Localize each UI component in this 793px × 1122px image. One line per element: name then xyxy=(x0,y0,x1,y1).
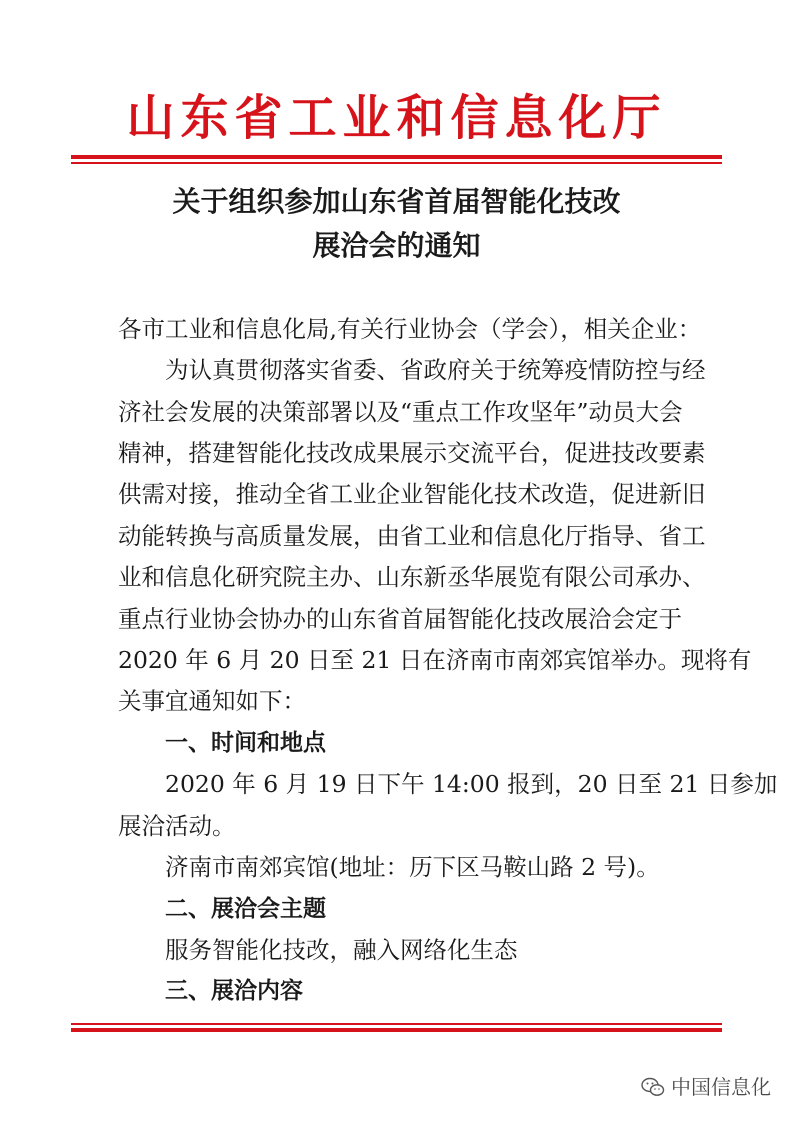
document-title-line-2: 展洽会的通知 xyxy=(312,229,481,262)
body-line: 供需对接，推动全省工业企业智能化技术改造，促进新旧 xyxy=(118,480,706,508)
section-heading: 二、展洽会主题 xyxy=(165,896,326,922)
watermark-text: 中国信息化 xyxy=(671,1075,771,1099)
body-line: 业和信息化研究院主办、山东新丞华展览有限公司承办、 xyxy=(118,563,706,591)
salutation: 各市工业和信息化局,有关行业协会（学会），相关企业： xyxy=(118,315,702,343)
wechat-icon xyxy=(641,1076,665,1098)
body-line: 2020 年 6 月 20 日至 21 日在济南市南郊宾馆举办。现将有 xyxy=(118,646,752,674)
letterhead-title: 山东省工业和信息化厅 xyxy=(126,90,667,146)
section-heading: 一、时间和地点 xyxy=(165,730,326,756)
footer-rule-thick xyxy=(71,1028,722,1032)
body-line: 展洽活动。 xyxy=(118,812,236,840)
body-line: 2020 年 6 月 19 日下午 14:00 报到，20 日至 21 日参加 xyxy=(165,770,778,798)
body-line: 济南市南郊宾馆(地址：历下区马鞍山路 2 号)。 xyxy=(165,853,660,881)
footer-rule-thin xyxy=(71,1023,722,1025)
body-line: 关事宜通知如下： xyxy=(118,687,306,715)
body-line: 为认真贯彻落实省委、省政府关于统筹疫情防控与经 xyxy=(165,356,706,384)
body-line: 精神，搭建智能化技改成果展示交流平台，促进技改要素 xyxy=(118,439,706,467)
body-line: 重点行业协会协办的山东省首届智能化技改展洽会定于 xyxy=(118,605,682,633)
body-line: 动能转换与高质量发展，由省工业和信息化厅指导、省工 xyxy=(118,522,706,550)
section-heading: 三、展洽内容 xyxy=(165,978,303,1004)
watermark xyxy=(641,1073,771,1101)
body-line: 济社会发展的决策部署以及“重点工作攻坚年”动员大会 xyxy=(118,398,683,426)
body-line: 服务智能化技改，融入网络化生态 xyxy=(165,936,518,964)
document-title-line-1: 关于组织参加山东省首届智能化技改 xyxy=(172,185,621,218)
letterhead-rule-thick xyxy=(71,155,722,159)
letterhead-rule-thin xyxy=(71,162,722,164)
